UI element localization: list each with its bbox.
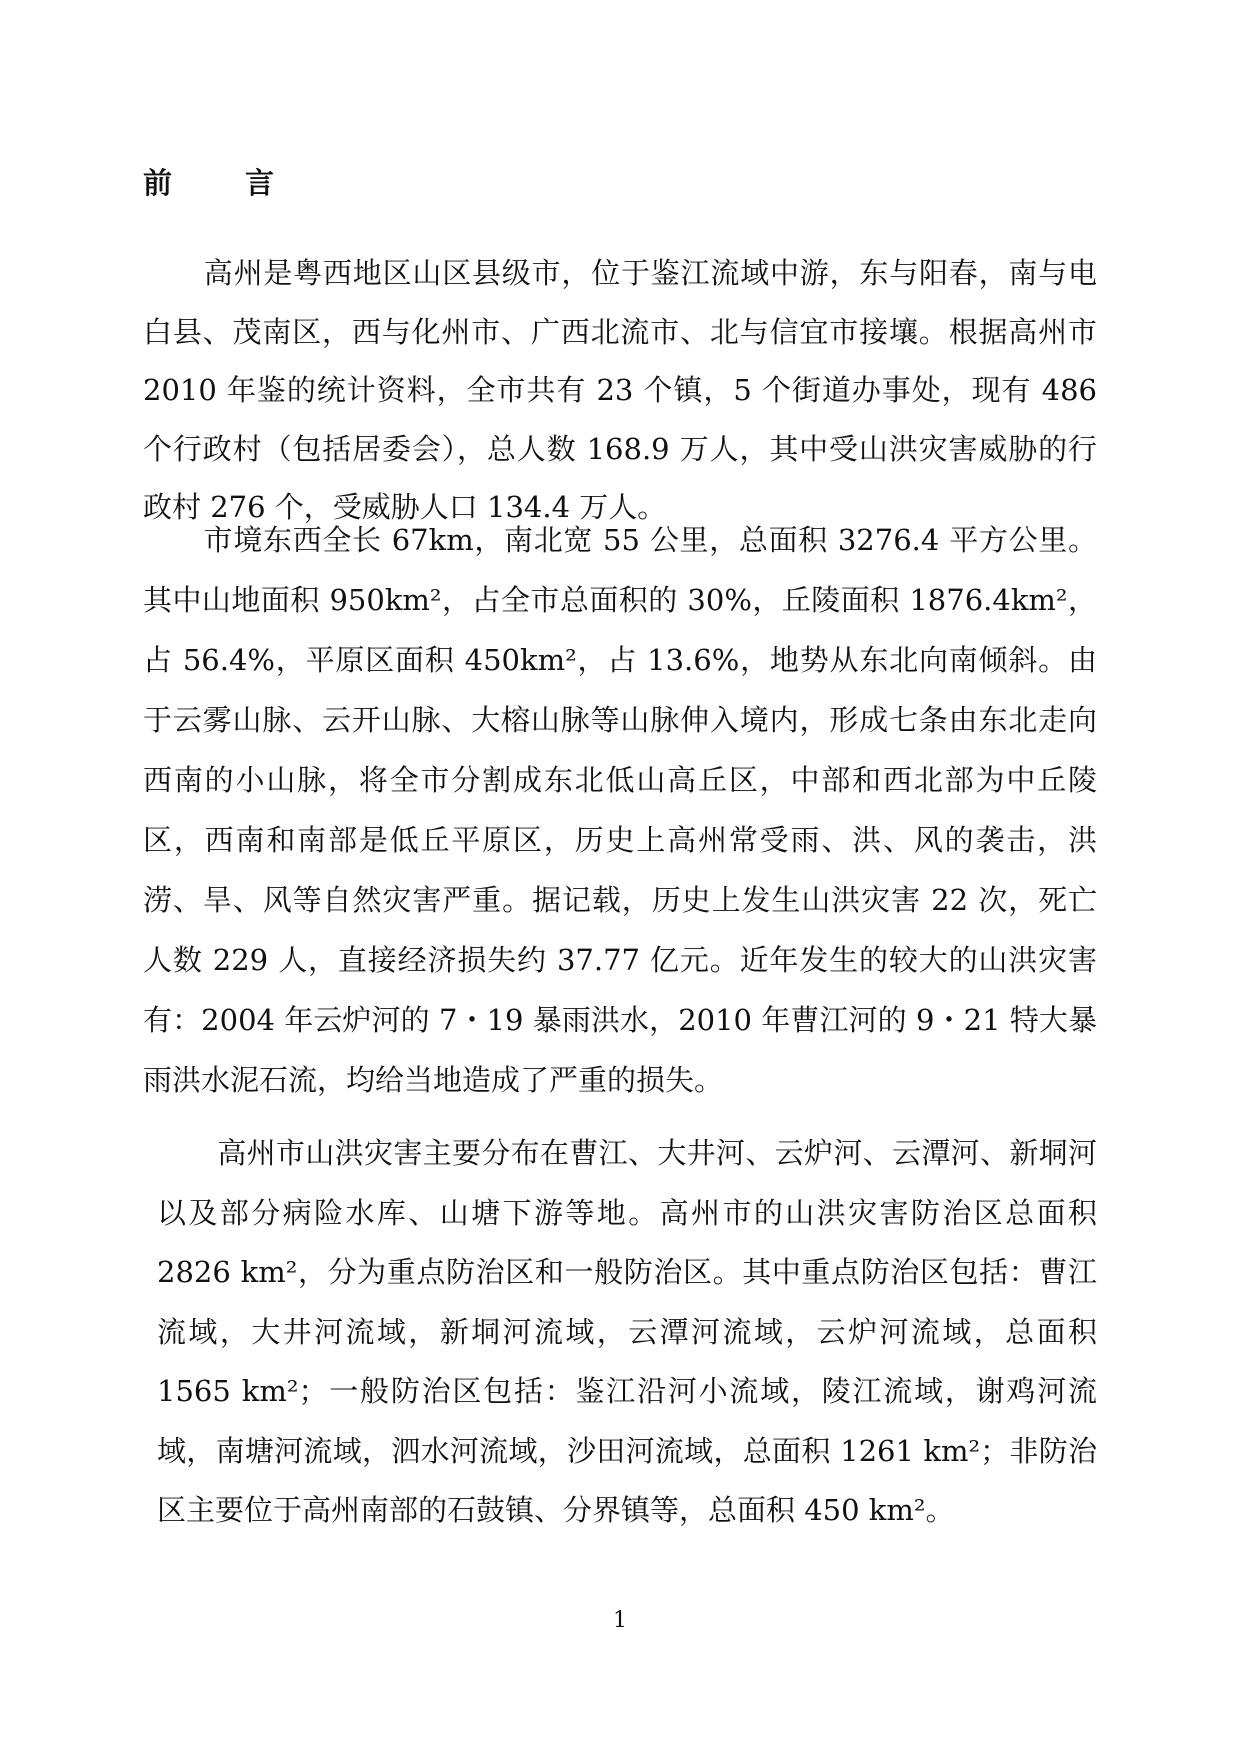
paragraph-1	[143, 244, 1097, 537]
paragraph-2	[143, 510, 1097, 1110]
section-heading: 前 言	[143, 166, 297, 200]
paragraph-1-text: 高州是粤西地区山区县级市，位于鉴江流域中游，东与阳春，南与电白县、茂南区，西与化州市、广西北流市、北与信宜市接壤。根据高州市 2010 年鉴的统计资料，全市共有 23 个镇，5 个街道办事处，现有 486 个行政村（包括居委会），总人数 168.9 万人，其中受山洪灾害威胁的行政村 276 个，受威胁人口 134.4 万人。	[143, 256, 1097, 525]
paragraph-2-text: 市境东西全长 67km，南北宽 55 公里，总面积 3276.4 平方公里。其中山地面积 950km²，占全市总面积的 30%，丘陵面积 1876.4km²，占 56.4%，平原区面积 450km²，占 13.6%，地势从东北向南倾斜。由于云雾山脉、云开山脉、大榕山脉等山脉伸入境内，形成七条由东北走向西南的小山脉，将全市分割成东北低山高丘区，中部和西北部为中丘陵区，西南和南部是低丘平原区，历史上高州常受雨、洪、风的袭击，洪涝、旱、风等自然灾害严重。据记载，历史上发生山洪灾害 22 次，死亡人数 229 人，直接经济损失约 37.77 亿元。近年发生的较大的山洪灾害有：2004 年云炉河的 7・19 暴雨洪水，2010 年曹江河的 9・21 特大暴雨洪水泥石流，均给当地造成了严重的损失。	[143, 523, 1097, 1097]
page-number: 1	[613, 1608, 627, 1633]
paragraph-3-text: 高州市山洪灾害主要分布在曹江、大井河、云炉河、云潭河、新垌河以及部分病险水库、山塘下游等地。高州市的山洪灾害防治区总面积 2826 km²，分为重点防治区和一般防治区。其中重点防治区包括：曹江流域，大井河流域，新垌河流域，云潭河流域，云炉河流域，总面积 1565 km²；一般防治区包括：鉴江沿河小流域，陵江流域，谢鸡河流域，南塘河流域，泗水河流域，沙田河流域，总面积 1261 km²；非防治区主要位于高州南部的石鼓镇、分界镇等，总面积 450 km²。	[157, 1136, 1097, 1527]
paragraph-3	[157, 1124, 1097, 1541]
